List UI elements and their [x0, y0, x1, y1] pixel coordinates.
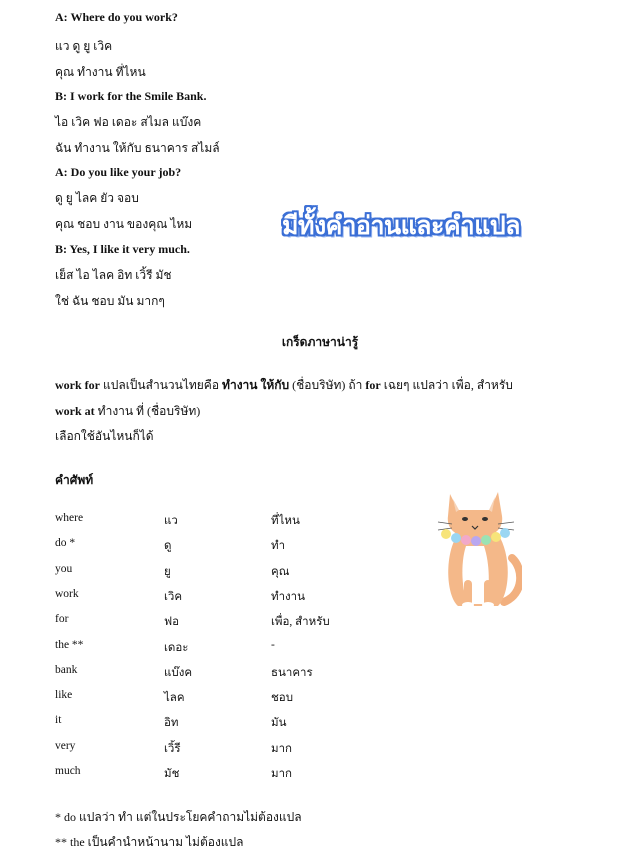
vocab-reading: มัช [164, 768, 180, 780]
footnote: * do แปลว่า ทำ แต่ในประโยคคำถามไม่ต้องแปล [55, 810, 302, 824]
grammar-text: แปลเป็นสำนวนไทยคือ [100, 378, 223, 392]
vocab-meaning: ทำงาน [271, 590, 305, 603]
vocab-reading: ดู [164, 540, 172, 553]
vocab-english: for [55, 613, 69, 626]
vocab-english: like [55, 689, 73, 702]
vocab-meaning: ธนาคาร [271, 666, 313, 679]
vocab-meaning: มัน [271, 717, 287, 730]
dialogue-line: เย็ส ไอ ไลค อิท เวิ้รี มัช [55, 268, 172, 282]
vocab-meaning: ที่ไหน [271, 515, 300, 527]
grammar-text: เฉยๆ แปลว่า เพื่อ, สำหรับ [380, 378, 513, 392]
vocab-reading: แบ๊งค [164, 666, 193, 679]
banner-title: มีทั้งคำอ่านและคำแปล [282, 211, 520, 240]
dialogue-line: B: Yes, I like it very much. [55, 242, 190, 256]
vocab-title: คำศัพท์ [55, 473, 94, 487]
vocab-english: you [55, 562, 73, 575]
dialogue-line: ไอ เวิค ฟอ เดอะ สไมล แบ๊งค [55, 115, 202, 129]
vocab-reading: เวิค [164, 590, 183, 603]
vocab-reading: เวิ้รี [164, 742, 181, 755]
vocab-reading: แว [164, 515, 178, 527]
keyword: ทำงาน ให้กับ [222, 378, 290, 392]
vocab-english: where [55, 512, 84, 524]
vocab-meaning: มาก [271, 768, 293, 780]
vocab-reading: ไลค [164, 692, 185, 705]
grammar-text: ทำงาน ที่ (ชื่อบริษัท) [94, 404, 201, 418]
grammar-title: เกร็ดภาษาน่ารู้ [281, 335, 359, 349]
vocab-meaning: - [271, 638, 275, 651]
vocab-english: the ** [55, 638, 84, 651]
vocab-reading: เดอะ [164, 641, 189, 654]
dialogue-line: A: Do you like your job? [55, 165, 182, 179]
vocab-reading: อิท [164, 717, 179, 730]
dialogue-line: แว ดู ยู เวิค [55, 39, 113, 53]
dialogue-line: ฉัน ทำงาน ให้กับ ธนาคาร สไมล์ [55, 141, 220, 155]
vocab-reading: ฟอ [164, 616, 180, 629]
keyword: work at [55, 404, 95, 418]
grammar-line-1 [55, 376, 513, 395]
vocab-meaning: ชอบ [271, 692, 294, 705]
dialogue-line: B: I work for the Smile Bank. [55, 89, 207, 103]
keyword: for [365, 378, 381, 392]
vocab-meaning: คุณ [271, 565, 290, 578]
grammar-line-3: เลือกใช้อันไหนก็ได้ [55, 429, 154, 443]
dialogue-line: A: Where do you work? [55, 10, 178, 24]
vocab-meaning: เพื่อ, สำหรับ [271, 616, 330, 629]
keyword: work for [55, 378, 100, 392]
vocab-reading: ยู [164, 565, 171, 578]
footnote: ** the เป็นคำนำหน้านาม ไม่ต้องแปล [55, 835, 244, 849]
vocab-meaning: ทำ [271, 540, 286, 553]
dialogue-line: คุณ ทำงาน ที่ไหน [55, 65, 146, 79]
dialogue-line: ใช่ ฉัน ชอบ มัน มากๆ [55, 294, 165, 308]
cat-illustration [432, 484, 522, 612]
vocab-english: much [55, 765, 81, 777]
vocab-meaning: มาก [271, 742, 293, 755]
vocab-english: bank [55, 663, 78, 676]
vocab-english: work [55, 587, 79, 600]
grammar-text: (ชื่อบริษัท) ถ้า [289, 378, 366, 392]
dialogue-line: ดู ยู ไลค ยัว จอบ [55, 191, 139, 205]
vocab-english: do * [55, 537, 76, 550]
dialogue-line: คุณ ชอบ งาน ของคุณ ไหม [55, 217, 193, 231]
vocab-english: it [55, 714, 62, 727]
vocab-english: very [55, 739, 76, 752]
grammar-line-2 [55, 402, 200, 421]
